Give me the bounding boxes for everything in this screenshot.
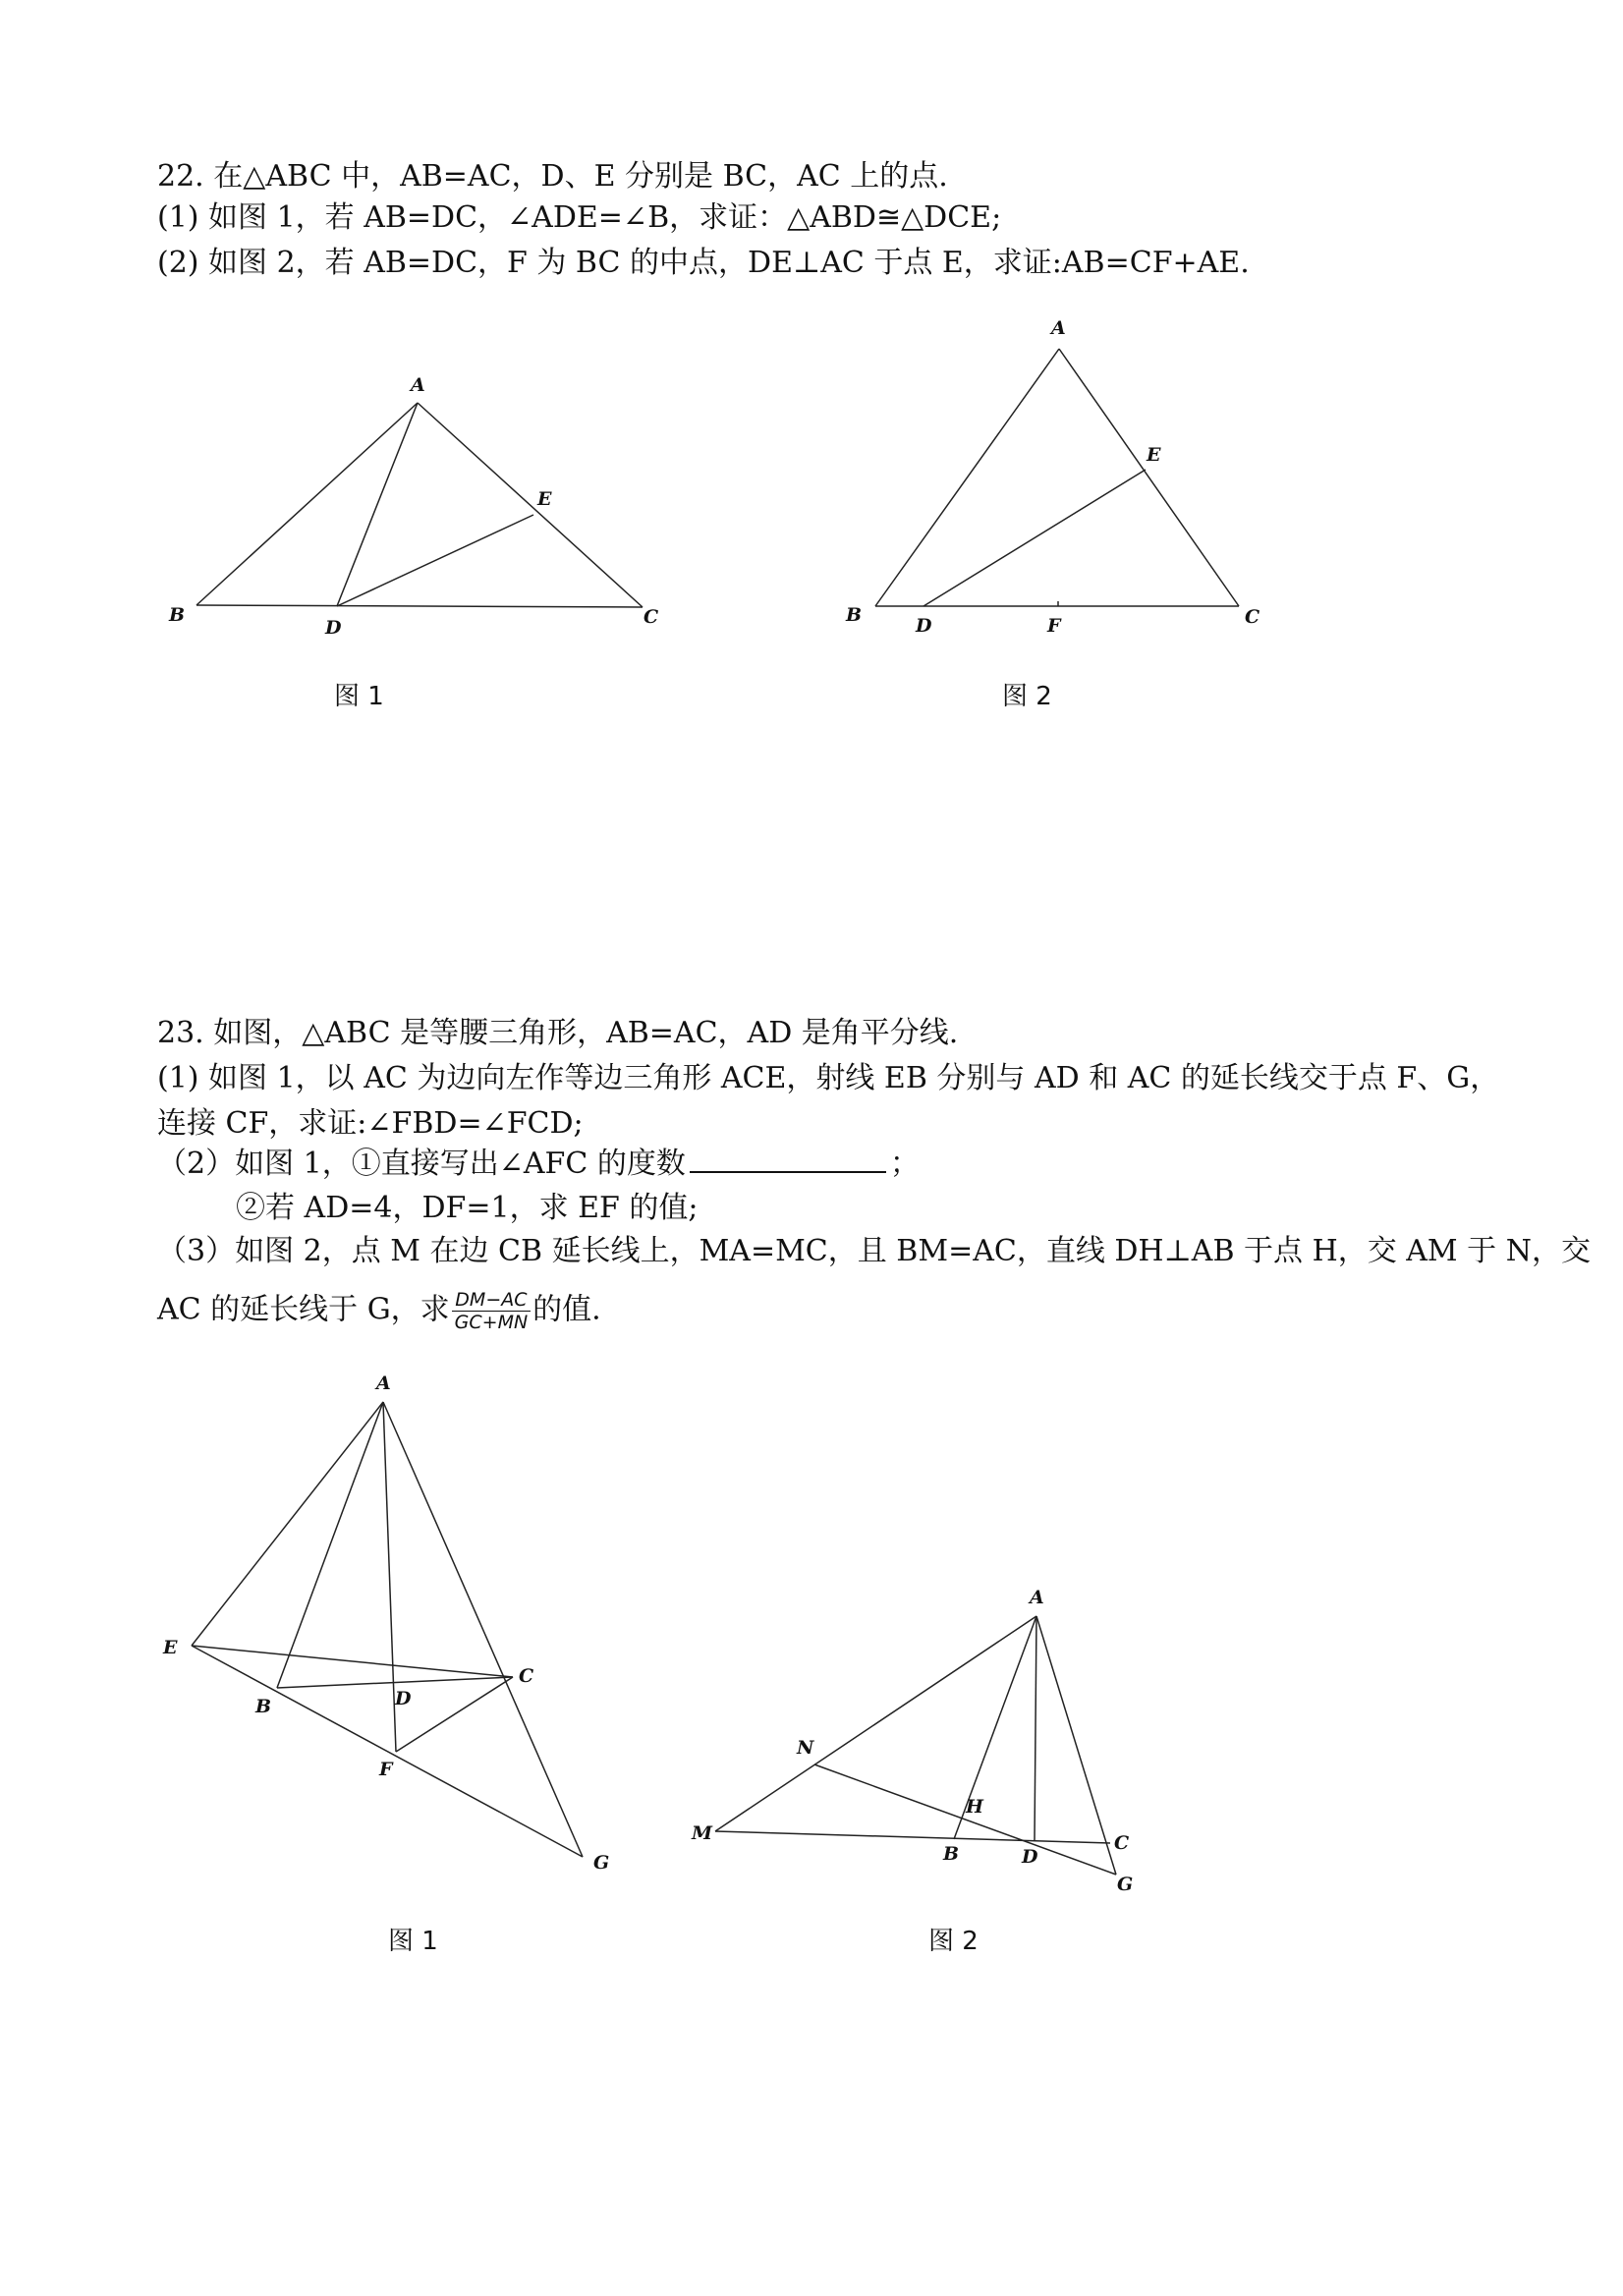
q23-fig1-label-b: B xyxy=(255,1696,272,1717)
q23-fig2-label-n: N xyxy=(797,1737,814,1759)
q22-fig1-label-b: B xyxy=(169,604,186,626)
q23-line7-text: AC 的延长线于 G，求 xyxy=(157,1292,450,1327)
q22-fig1-label-a: A xyxy=(411,374,425,396)
q23-fig2-label-m: M xyxy=(692,1822,713,1844)
q23-fig1-label-d: D xyxy=(395,1688,412,1709)
q22-fig1-caption: 图 1 xyxy=(334,682,384,711)
fraction-denominator: GC+MN xyxy=(454,1312,529,1333)
q22-fig2-label-b: B xyxy=(846,604,863,626)
q22-line1: 22. 在△ABC 中，AB=AC，D、E 分别是 BC，AC 上的点. xyxy=(157,159,948,194)
q23-fig2-label-h: H xyxy=(966,1796,983,1818)
q22-fig2-label-c: C xyxy=(1245,606,1260,628)
q23-line4-end: ； xyxy=(889,1147,920,1181)
q23-fig1-label-c: C xyxy=(519,1665,534,1687)
q22-fig2-caption: 图 2 xyxy=(1002,682,1052,711)
q22-fig2-label-f: F xyxy=(1047,615,1061,637)
q23-line2: (1) 如图 1，以 AC 为边向左作等边三角形 ACE，射线 EB 分别与 AD 和 AC 的延长线交于点 F、G， xyxy=(157,1061,1500,1095)
q23-fig2-caption: 图 2 xyxy=(928,1927,979,1956)
q23-line3: 连接 CF，求证:∠FBD=∠FCD; xyxy=(157,1106,584,1141)
q23-fig2-label-g: G xyxy=(1117,1874,1134,1895)
q23-line1: 23. 如图，△ABC 是等腰三角形，AB=AC，AD 是角平分线. xyxy=(157,1016,959,1050)
q23-fig2-label-b: B xyxy=(943,1843,960,1865)
q23-fig1-label-e: E xyxy=(163,1637,178,1658)
q23-fig1-label-g: G xyxy=(593,1852,610,1874)
q22-fig2-label-e: E xyxy=(1147,444,1161,466)
q23-line4-text: （2）如图 1，①直接写出∠AFC 的度数 xyxy=(157,1147,686,1181)
fraction-numerator: DM−AC xyxy=(452,1289,532,1312)
q22-fig1-label-d: D xyxy=(325,617,342,639)
q23-fig2-label-a: A xyxy=(1030,1587,1044,1608)
q23-fig1-caption: 图 1 xyxy=(388,1927,438,1956)
q22-fig1-label-c: C xyxy=(644,606,659,628)
q23-line7-end: 的值. xyxy=(532,1292,601,1327)
q22-line3: (2) 如图 2，若 AB=DC，F 为 BC 的中点，DE⊥AC 于点 E，求证:AB=CF+AE. xyxy=(157,246,1250,280)
q22-fig2-label-d: D xyxy=(916,615,932,637)
q22-fig1-label-e: E xyxy=(537,488,552,510)
q23-fig1-label-f: F xyxy=(379,1759,393,1780)
q22-line2: (1) 如图 1，若 AB=DC，∠ADE=∠B，求证：△ABD≅△DCE; xyxy=(157,200,1002,235)
q23-fig2-label-c: C xyxy=(1114,1832,1130,1854)
q23-line5: ②若 AD=4，DF=1，求 EF 的值; xyxy=(236,1191,699,1225)
q23-fig2-label-d: D xyxy=(1022,1846,1038,1868)
q23-line6: （3）如图 2，点 M 在边 CB 延长线上，MA=MC，且 BM=AC，直线 DH⊥AB 于点 H，交 AM 于 N，交 xyxy=(157,1234,1591,1268)
q22-fig2-label-a: A xyxy=(1051,317,1066,339)
q23-fig1-label-a: A xyxy=(376,1372,391,1394)
